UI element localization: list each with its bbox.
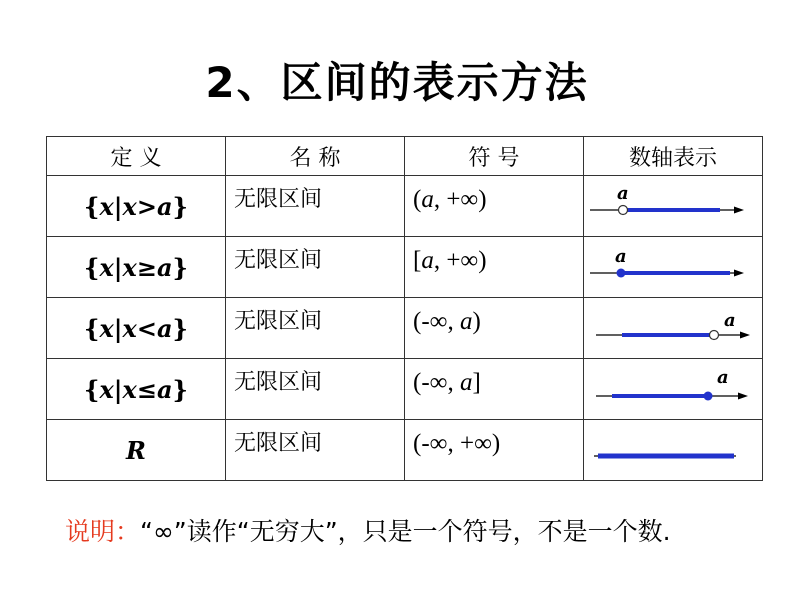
header-number-line: 数轴表示 (584, 137, 763, 176)
number-line-cell (584, 176, 763, 237)
symbol-cell: (-∞, a] (405, 359, 584, 420)
number-line-cell (584, 237, 763, 298)
header-definition: 定 义 (47, 137, 226, 176)
number-line-diagram (584, 298, 763, 359)
table-row (47, 359, 763, 420)
note-text: “∞”读作“无穷大”，只是一个符号，不是一个数. (140, 517, 671, 546)
table-header-row (47, 137, 763, 176)
open-point (619, 206, 628, 215)
name-cell: 无限区间 (226, 237, 405, 298)
number-line-diagram (584, 237, 763, 298)
number-line-diagram (584, 420, 763, 481)
number-line-diagram (584, 359, 763, 420)
name-cell: 无限区间 (226, 359, 405, 420)
note (65, 514, 755, 550)
definition-cell: {x|x≤a} (47, 359, 226, 420)
definition-cell: R (47, 420, 226, 481)
number-line-cell (584, 298, 763, 359)
closed-point (704, 392, 713, 401)
axis-label: a (617, 183, 629, 204)
symbol-cell: (-∞, a) (405, 298, 584, 359)
definition-cell: {x|x>a} (47, 176, 226, 237)
closed-point (617, 269, 626, 278)
definition-cell: {x|x<a} (47, 298, 226, 359)
definition-cell: {x|x≥a} (47, 237, 226, 298)
number-line-diagram (584, 176, 763, 237)
axis-label: a (724, 310, 736, 331)
header-name: 名 称 (226, 137, 405, 176)
symbol-cell: (a, +∞) (405, 176, 584, 237)
table-row (47, 176, 763, 237)
name-cell: 无限区间 (226, 176, 405, 237)
note-label: 说明： (65, 517, 141, 546)
number-line-cell (584, 359, 763, 420)
header-symbol: 符 号 (405, 137, 584, 176)
number-line-cell (584, 420, 763, 481)
open-point (710, 331, 719, 340)
symbol-cell: (-∞, +∞) (405, 420, 584, 481)
axis-label: a (717, 367, 729, 388)
axis-label: a (615, 246, 627, 267)
symbol-cell: [a, +∞) (405, 237, 584, 298)
table-row (47, 298, 763, 359)
table-row (47, 420, 763, 481)
interval-table (46, 136, 763, 481)
table-row (47, 237, 763, 298)
name-cell: 无限区间 (226, 420, 405, 481)
page-title: 2、区间的表示方法 (205, 58, 589, 107)
name-cell: 无限区间 (226, 298, 405, 359)
